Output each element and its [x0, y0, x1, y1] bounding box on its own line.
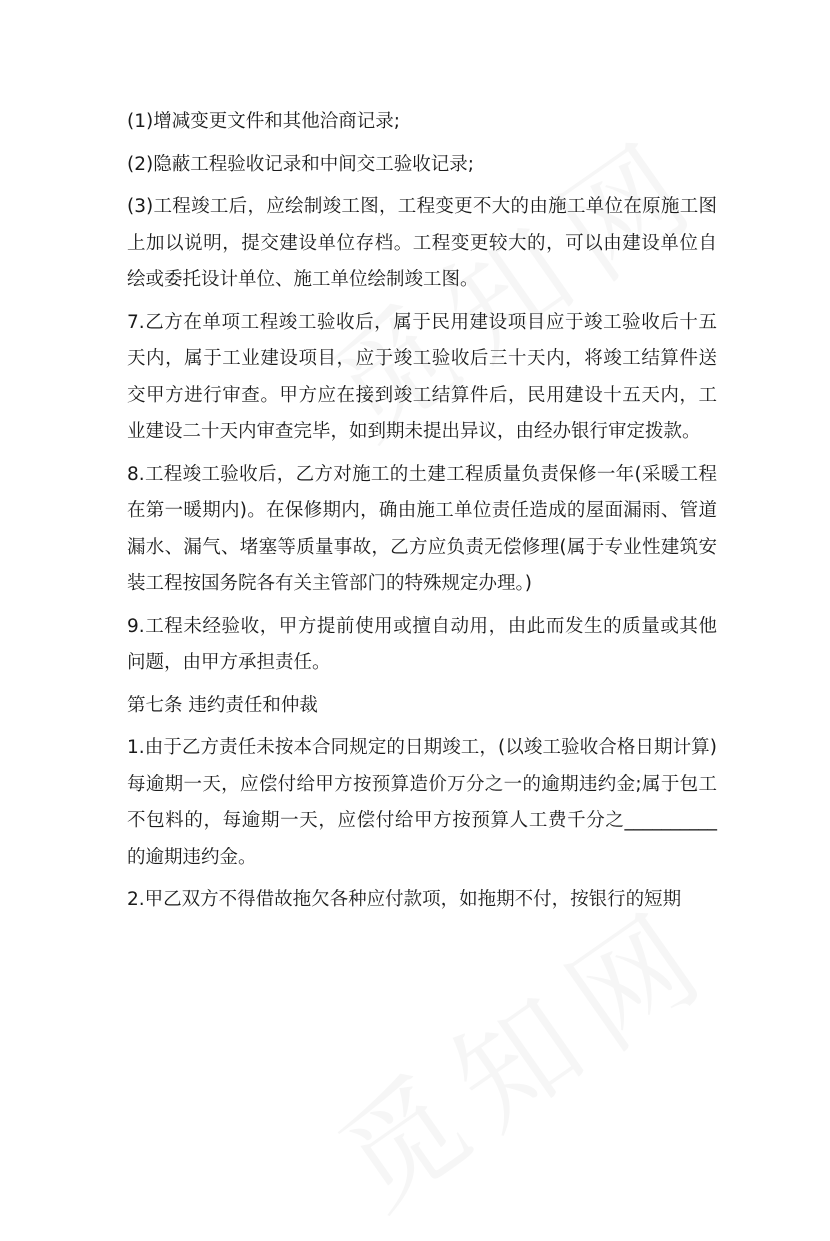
paragraph-penalty-1: 1.由于乙方责任未按本合同规定的日期竣工，(以竣工验收合格日期计算)每逾期一天，应偿付给甲方按预算造价万分之一的逾期违约金;属于包工不包料的，每逾期一天，应偿付给甲方按预算人工费千分之__________的逾期违约金。 — [127, 737, 717, 868]
paragraph-item-2: (2)隐蔽工程验收记录和中间交工验收记录; — [127, 153, 474, 175]
section-heading: 第七条 违约责任和仲裁 — [127, 694, 318, 716]
paragraph-penalty-2: 2.甲乙双方不得借故拖欠各种应付款项，如拖期不付，按银行的短期 — [127, 889, 682, 910]
paragraph-item-3: (3)工程竣工后，应绘制竣工图，工程变更不大的由施工单位在原施工图上加以说明，提交建设单位存档。工程变更较大的，可以由建设单位自绘或委托设计单位、施工单位绘制竣工图。 — [127, 196, 717, 290]
document-body — [127, 104, 717, 919]
paragraph-clause-7: 7.乙方在单项工程竣工验收后，属于民用建设项目应于竣工验收后十五天内，属于工业建设项目，应于竣工验收后三十天内，将竣工结算件送交甲方进行审查。甲方应在接到竣工结算件后，民用建设十五天内，工业建设二十天内审查完毕，如到期未提出异议，由经办银行审定拨款。 — [127, 311, 717, 442]
paragraph-clause-8: 8.工程竣工验收后，乙方对施工的土建工程质量负责保修一年(采暖工程在第一暖期内)。在保修期内，确由施工单位责任造成的屋面漏雨、管道漏水、漏气、堵塞等质量事故，乙方应负责无偿修理(属于专业性建筑安装工程按国务院各有关主管部门的特殊规定办理。) — [127, 463, 717, 594]
paragraph-item-1: (1)增减变更文件和其他洽商记录; — [127, 111, 400, 132]
paragraph-clause-9: 9.工程未经验收，甲方提前使用或擅自动用，由此而发生的质量或其他问题，由甲方承担责任。 — [127, 615, 717, 673]
